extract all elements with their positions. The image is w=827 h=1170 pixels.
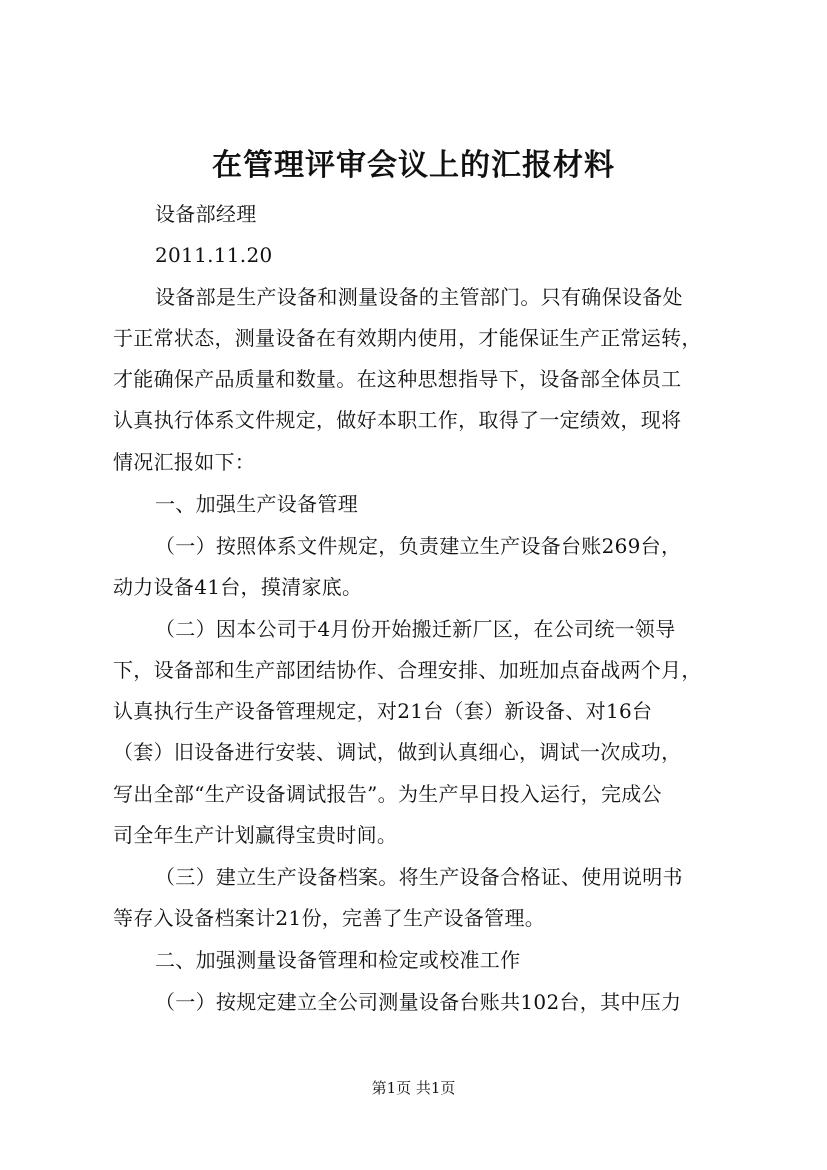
page-footer: 第1页 共1页 <box>371 1079 456 1097</box>
document-title: 在管理评审会议上的汇报材料 <box>212 148 615 183</box>
date-line: 2011.11.20 <box>155 243 273 267</box>
paragraph-line: 设备部是生产设备和测量设备的主管部门。只有确保设备处 <box>155 285 683 309</box>
paragraph-line: 等存入设备档案计21份，完善了生产设备管理。 <box>113 906 546 930</box>
paragraph-line: 写出全部“生产设备调试报告”。为生产早日投入运行，完成公 <box>113 782 662 806</box>
section-heading: 二、加强测量设备管理和检定或校准工作 <box>155 948 521 972</box>
paragraph-line: 才能确保产品质量和数量。在这种思想指导下，设备部全体员工 <box>113 367 682 391</box>
paragraph-line: （一）按照体系文件规定，负责建立生产设备台账269台， <box>155 534 682 558</box>
paragraph-line: 认真执行体系文件规定，做好本职工作，取得了一定绩效，现将 <box>113 408 682 432</box>
section-heading: 一、加强生产设备管理 <box>155 492 358 516</box>
paragraph-line: 下，设备部和生产部团结协作、合理安排、加班加点奋战两个月， <box>113 658 702 682</box>
paragraph-line: （一）按规定建立全公司测量设备台账共102台，其中压力 <box>155 990 682 1014</box>
paragraph-line: （套）旧设备进行安装、调试，做到认真细心，调试一次成功， <box>113 740 682 764</box>
paragraph-line: （二）因本公司于4月份开始搬迁新厂区，在公司统一领导 <box>155 617 676 641</box>
paragraph-line: 认真执行生产设备管理规定，对21台（套）新设备、对16台 <box>113 699 653 723</box>
paragraph-line: 于正常状态，测量设备在有效期内使用，才能保证生产正常运转， <box>113 326 702 350</box>
paragraph-line: （三）建立生产设备档案。将生产设备合格证、使用说明书 <box>155 865 683 889</box>
paragraph-line: 司全年生产计划赢得宝贵时间。 <box>113 823 398 847</box>
paragraph-line: 情况汇报如下： <box>113 450 256 474</box>
paragraph-line: 动力设备41台，摸清家底。 <box>113 575 363 599</box>
author-line: 设备部经理 <box>155 202 257 226</box>
